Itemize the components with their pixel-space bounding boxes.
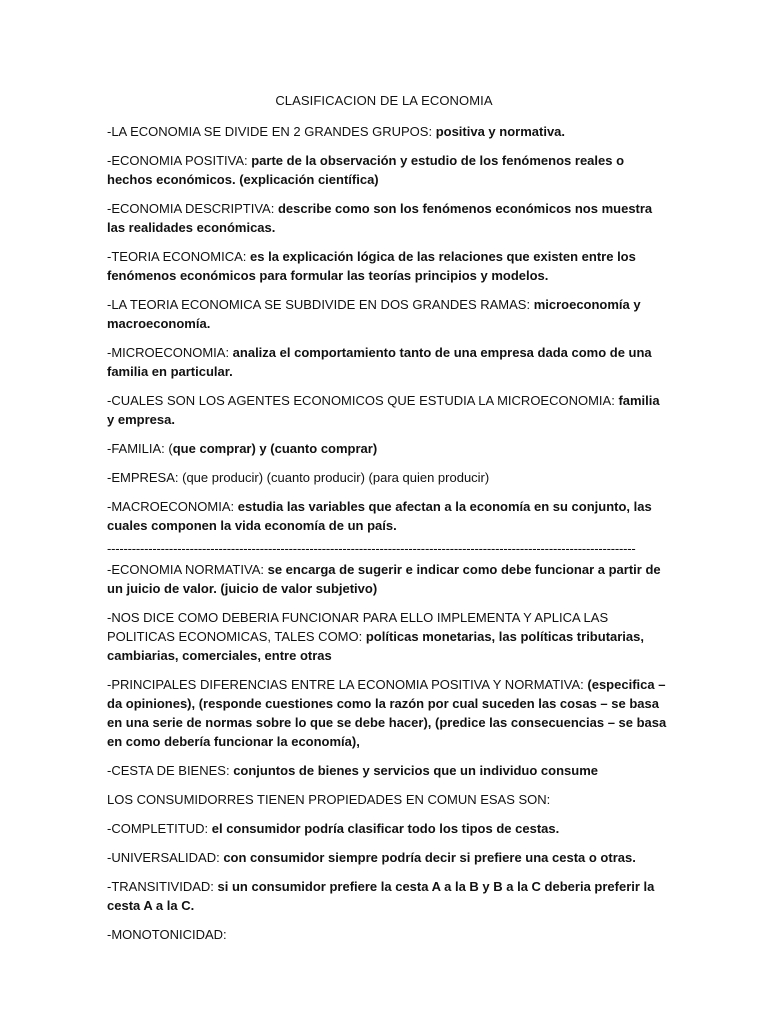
paragraph xyxy=(107,439,667,458)
paragraph-label: -UNIVERSALIDAD: xyxy=(107,850,220,865)
section-separator: -------------------------------------------------------------------------------------------------------------------------------- xyxy=(107,541,636,556)
paragraph xyxy=(107,199,667,237)
paragraph-label: -ECONOMIA DESCRIPTIVA: xyxy=(107,201,275,216)
document-title: CLASIFICACION DE LA ECONOMIA xyxy=(275,93,493,108)
paragraph-text: que comprar) y (cuanto comprar) xyxy=(172,441,378,456)
paragraph-label: -MICROECONOMIA: xyxy=(107,345,230,360)
paragraph-text: positiva y normativa. xyxy=(432,124,566,139)
paragraph-text: analiza el comportamiento tanto de una empresa dada como de una familia en particular. xyxy=(107,345,652,379)
paragraph xyxy=(107,925,667,944)
paragraph-label: -ECONOMIA NORMATIVA: xyxy=(107,562,264,577)
paragraph-label: -TRANSITIVIDAD: xyxy=(107,879,214,894)
paragraph-label: -COMPLETITUD: xyxy=(107,821,209,836)
paragraph xyxy=(107,391,667,429)
paragraph-text: estudia las variables que afectan a la economía en su conjunto, las cuales componen la vida economía de un país. xyxy=(107,499,652,533)
document-body xyxy=(107,122,667,954)
paragraph xyxy=(107,790,667,809)
paragraph-label: -LA TEORIA ECONOMICA SE SUBDIVIDE EN DOS GRANDES RAMAS: xyxy=(107,297,531,312)
paragraph-text: con consumidor siempre podría decir si prefiere una cesta o otras. xyxy=(219,850,636,865)
paragraph-text: el consumidor podría clasificar todo los tipos de cestas. xyxy=(208,821,560,836)
paragraph xyxy=(107,560,667,598)
paragraph-label: LOS CONSUMIDORRES TIENEN PROPIEDADES EN COMUN ESAS SON: xyxy=(107,792,551,807)
paragraph-label: -LA ECONOMIA SE DIVIDE EN 2 GRANDES GRUPOS: xyxy=(107,124,433,139)
paragraph xyxy=(107,848,667,867)
paragraph-text: se encarga de sugerir e indicar como debe funcionar a partir de un juicio de valor. (juicio de valor subjetivo) xyxy=(107,562,661,596)
paragraph xyxy=(107,343,667,381)
paragraph-label: -ECONOMIA POSITIVA: xyxy=(107,153,248,168)
paragraph xyxy=(107,247,667,285)
paragraph-label: -EMPRESA: (que producir) (cuanto producir) (para quien producir) xyxy=(107,470,490,485)
paragraph-label: -MONOTONICIDAD: xyxy=(107,927,227,942)
paragraph-text: microeconomía y macroeconomía. xyxy=(107,297,641,331)
paragraph xyxy=(107,468,667,487)
paragraph-text: es la explicación lógica de las relaciones que existen entre los fenómenos económicos para formular las teorías principios y modelos. xyxy=(107,249,636,283)
paragraph xyxy=(107,497,667,535)
paragraph xyxy=(107,819,667,838)
paragraph xyxy=(107,608,667,665)
paragraph-text: (especifica – da opiniones), (responde cuestiones como la razón por cual suceden las cosas – se basa en una serie de normas sobre lo que se debe hacer), (predice las consecuencias – se basa en como debería funcionar la economía), xyxy=(107,677,667,749)
paragraph xyxy=(107,295,667,333)
paragraph xyxy=(107,151,667,189)
paragraph-text: conjuntos de bienes y servicios que un individuo consume xyxy=(229,763,598,778)
paragraph xyxy=(107,675,667,751)
paragraph-label: -CESTA DE BIENES: xyxy=(107,763,230,778)
paragraph xyxy=(107,877,667,915)
paragraph-text: familia y empresa. xyxy=(107,393,660,427)
paragraph-label: -PRINCIPALES DIFERENCIAS ENTRE LA ECONOMIA POSITIVA Y NORMATIVA: xyxy=(107,677,584,692)
paragraph-label: -FAMILIA: ( xyxy=(107,441,173,456)
paragraph xyxy=(107,122,667,141)
paragraph xyxy=(107,761,667,780)
paragraph-label: -CUALES SON LOS AGENTES ECONOMICOS QUE ESTUDIA LA MICROECONOMIA: xyxy=(107,393,615,408)
paragraph-label: -TEORIA ECONOMICA: xyxy=(107,249,247,264)
paragraph-label: -NOS DICE COMO DEBERIA FUNCIONAR PARA ELLO IMPLEMENTA Y APLICA LAS POLITICAS ECONOMICAS, TALES COMO: xyxy=(107,610,609,644)
paragraph-text: parte de la observación y estudio de los fenómenos reales o hechos económicos. (explicación científica) xyxy=(107,153,625,187)
paragraph-text: si un consumidor prefiere la cesta A a la B y B a la C deberia preferir la cesta A a la C. xyxy=(107,879,655,913)
paragraph-text: describe como son los fenómenos económicos nos muestra las realidades económicas. xyxy=(107,201,653,235)
paragraph-text: políticas monetarias, las políticas tributarias, cambiarias, comerciales, entre otras xyxy=(107,629,644,663)
paragraph-label: -MACROECONOMIA: xyxy=(107,499,235,514)
